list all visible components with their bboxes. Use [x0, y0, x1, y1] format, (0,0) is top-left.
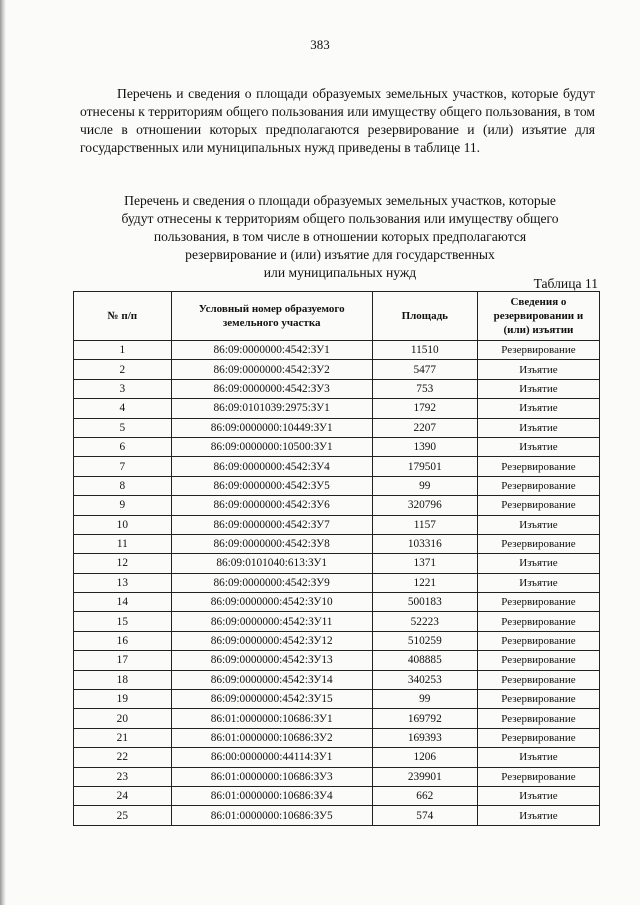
cell-num: 5: [74, 418, 172, 437]
cell-num: 24: [74, 786, 172, 805]
cell-area: 340253: [372, 670, 477, 689]
cell-area: 1792: [372, 399, 477, 418]
cell-num: 25: [74, 806, 172, 825]
cell-cadastral: 86:09:0000000:4542:ЗУ11: [171, 612, 372, 631]
cell-cadastral: 86:09:0000000:4542:ЗУ12: [171, 631, 372, 650]
table-row: [74, 767, 600, 786]
cell-status: Изъятие: [477, 786, 599, 805]
page-number: 383: [310, 37, 330, 52]
table-title: [80, 192, 600, 282]
cell-cadastral: 86:09:0000000:10449:ЗУ1: [171, 418, 372, 437]
cell-area: 239901: [372, 767, 477, 786]
cell-cadastral: 86:09:0000000:4542:ЗУ6: [171, 496, 372, 515]
cell-cadastral: 86:01:0000000:10686:ЗУ3: [171, 767, 372, 786]
cell-area: 169792: [372, 709, 477, 728]
cell-num: 17: [74, 651, 172, 670]
table-header-row: [74, 292, 600, 341]
table-row: [74, 690, 600, 709]
table-title-line: пользования, в том числе в отношении которых предполагаются: [153, 229, 527, 244]
cell-cadastral: 86:09:0101039:2975:ЗУ1: [171, 399, 372, 418]
cell-area: 1221: [372, 573, 477, 592]
cell-cadastral: 86:09:0000000:4542:ЗУ4: [171, 457, 372, 476]
table-row: [74, 341, 600, 360]
cell-status: Резервирование: [477, 476, 599, 495]
table-row: [74, 476, 600, 495]
cell-area: 52223: [372, 612, 477, 631]
table-row: [74, 573, 600, 592]
table-row: [74, 515, 600, 534]
cell-status: Резервирование: [477, 670, 599, 689]
cell-cadastral: 86:09:0000000:4542:ЗУ8: [171, 534, 372, 553]
cell-num: 9: [74, 496, 172, 515]
cell-cadastral: 86:09:0000000:4542:ЗУ15: [171, 690, 372, 709]
cell-status: Изъятие: [477, 360, 599, 379]
cell-status: Изъятие: [477, 418, 599, 437]
table-row: [74, 360, 600, 379]
table-title-line: резервирование и (или) изъятие для государственных: [185, 247, 495, 262]
cell-status: Резервирование: [477, 612, 599, 631]
cell-area: 574: [372, 806, 477, 825]
cell-area: 11510: [372, 341, 477, 360]
cell-area: 753: [372, 379, 477, 398]
cell-cadastral: 86:09:0000000:4542:ЗУ5: [171, 476, 372, 495]
cell-cadastral: 86:09:0000000:4542:ЗУ7: [171, 515, 372, 534]
cell-num: 22: [74, 748, 172, 767]
cell-status: Резервирование: [477, 631, 599, 650]
cell-num: 20: [74, 709, 172, 728]
cell-status: Резервирование: [477, 767, 599, 786]
cell-status: Резервирование: [477, 728, 599, 747]
cell-status: Изъятие: [477, 399, 599, 418]
cell-num: 6: [74, 437, 172, 456]
cell-cadastral: 86:09:0000000:4542:ЗУ2: [171, 360, 372, 379]
cell-area: 179501: [372, 457, 477, 476]
cell-area: 1371: [372, 554, 477, 573]
cell-area: 99: [372, 476, 477, 495]
cell-status: Изъятие: [477, 379, 599, 398]
cell-cadastral: 86:01:0000000:10686:ЗУ1: [171, 709, 372, 728]
cell-cadastral: 86:01:0000000:10686:ЗУ4: [171, 786, 372, 805]
cell-area: 500183: [372, 593, 477, 612]
table-row: [74, 806, 600, 825]
table-row: [74, 457, 600, 476]
table-row: [74, 631, 600, 650]
cell-num: 21: [74, 728, 172, 747]
cell-num: 13: [74, 573, 172, 592]
table-row: [74, 670, 600, 689]
cell-num: 14: [74, 593, 172, 612]
cell-area: 2207: [372, 418, 477, 437]
table-row: [74, 593, 600, 612]
cell-cadastral: 86:09:0000000:4542:ЗУ14: [171, 670, 372, 689]
table-label: Таблица 11: [533, 276, 598, 291]
cell-num: 19: [74, 690, 172, 709]
table-row: [74, 418, 600, 437]
cell-num: 11: [74, 534, 172, 553]
cell-status: Изъятие: [477, 515, 599, 534]
cell-status: Резервирование: [477, 593, 599, 612]
scan-edge-shadow: [0, 0, 6, 905]
cell-cadastral: 86:09:0000000:4542:ЗУ1: [171, 341, 372, 360]
cell-area: 320796: [372, 496, 477, 515]
table-row: [74, 748, 600, 767]
header-num: № п/п: [74, 292, 172, 341]
cell-num: 1: [74, 341, 172, 360]
header-area: Площадь: [372, 292, 477, 341]
header-status: Сведения о резервировании и (или) изъятии: [477, 292, 599, 341]
land-plots-table: [73, 291, 600, 826]
cell-area: 103316: [372, 534, 477, 553]
cell-area: 1390: [372, 437, 477, 456]
cell-area: 1206: [372, 748, 477, 767]
table-row: [74, 612, 600, 631]
cell-area: 99: [372, 690, 477, 709]
cell-status: Резервирование: [477, 651, 599, 670]
cell-num: 23: [74, 767, 172, 786]
table-row: [74, 399, 600, 418]
cell-num: 8: [74, 476, 172, 495]
table-title-line: или муниципальных нужд: [263, 265, 417, 280]
cell-num: 4: [74, 399, 172, 418]
cell-status: Изъятие: [477, 806, 599, 825]
cell-cadastral: 86:09:0101040:613:ЗУ1: [171, 554, 372, 573]
cell-cadastral: 86:01:0000000:10686:ЗУ2: [171, 728, 372, 747]
cell-status: Резервирование: [477, 341, 599, 360]
cell-cadastral: 86:00:0000000:44114:ЗУ1: [171, 748, 372, 767]
cell-cadastral: 86:01:0000000:10686:ЗУ5: [171, 806, 372, 825]
table-row: [74, 437, 600, 456]
cell-status: Резервирование: [477, 709, 599, 728]
table-row: [74, 651, 600, 670]
cell-area: 662: [372, 786, 477, 805]
table-body: [74, 341, 600, 826]
cell-status: Изъятие: [477, 437, 599, 456]
intro-paragraph: Перечень и сведения о площади образуемых земельных участков, которые будут отнесены к территориям общего пользования или имуществу общего пользования, в том числе в отношении которых предполагаются резервирование и (или) изъятие для государственных или муниципальных нужд приведены в таблице 11.: [80, 86, 595, 155]
table-row: [74, 554, 600, 573]
cell-num: 12: [74, 554, 172, 573]
cell-status: Резервирование: [477, 690, 599, 709]
cell-num: 10: [74, 515, 172, 534]
table-row: [74, 728, 600, 747]
cell-cadastral: 86:09:0000000:10500:ЗУ1: [171, 437, 372, 456]
cell-cadastral: 86:09:0000000:4542:ЗУ3: [171, 379, 372, 398]
cell-num: 16: [74, 631, 172, 650]
table-title-line: будут отнесены к территориям общего пользования или имуществу общего: [121, 211, 559, 226]
header-cadastral: Условный номер образуемого земельного участка: [171, 292, 372, 341]
table-title-line: Перечень и сведения о площади образуемых земельных участков, которые: [124, 193, 556, 208]
cell-cadastral: 86:09:0000000:4542:ЗУ13: [171, 651, 372, 670]
cell-area: 169393: [372, 728, 477, 747]
table-row: [74, 496, 600, 515]
cell-num: 2: [74, 360, 172, 379]
cell-status: Изъятие: [477, 573, 599, 592]
table-row: [74, 709, 600, 728]
cell-cadastral: 86:09:0000000:4542:ЗУ10: [171, 593, 372, 612]
table-row: [74, 786, 600, 805]
cell-cadastral: 86:09:0000000:4542:ЗУ9: [171, 573, 372, 592]
cell-status: Изъятие: [477, 748, 599, 767]
table-row: [74, 379, 600, 398]
cell-num: 7: [74, 457, 172, 476]
cell-area: 5477: [372, 360, 477, 379]
cell-area: 510259: [372, 631, 477, 650]
cell-status: Изъятие: [477, 554, 599, 573]
table-row: [74, 534, 600, 553]
cell-area: 1157: [372, 515, 477, 534]
cell-status: Резервирование: [477, 534, 599, 553]
cell-status: Резервирование: [477, 496, 599, 515]
cell-num: 15: [74, 612, 172, 631]
cell-num: 3: [74, 379, 172, 398]
cell-area: 408885: [372, 651, 477, 670]
cell-num: 18: [74, 670, 172, 689]
cell-status: Резервирование: [477, 457, 599, 476]
